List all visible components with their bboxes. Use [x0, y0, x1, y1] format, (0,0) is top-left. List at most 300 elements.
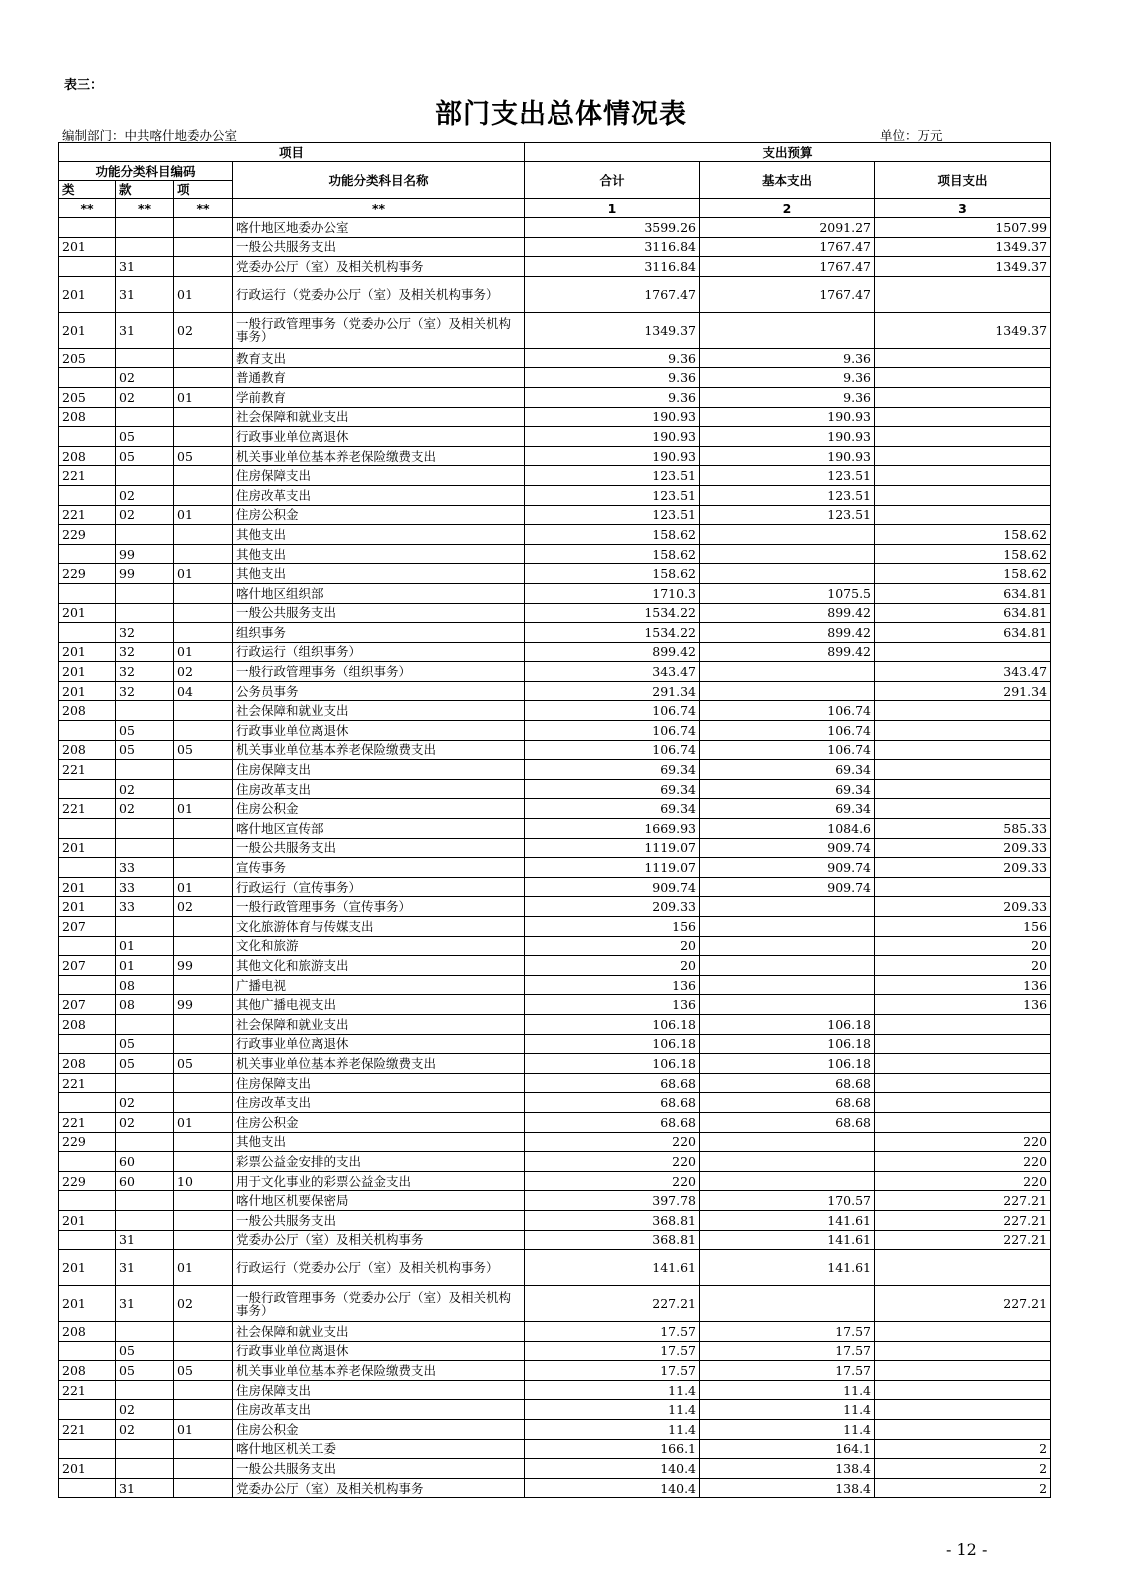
code-kuan: 05 [116, 1341, 174, 1361]
item-name: 文化和旅游 [233, 936, 525, 956]
header-budget: 支出预算 [525, 143, 1051, 162]
amount-project: 220 [875, 1132, 1051, 1152]
item-name: 社会保障和就业支出 [233, 407, 525, 427]
amount-total: 69.34 [525, 760, 700, 780]
code-kuan: 08 [116, 975, 174, 995]
item-name: 喀什地区地委办公室 [233, 218, 525, 238]
amount-basic [700, 564, 875, 584]
amount-project: 2 [875, 1478, 1051, 1498]
item-name: 党委办公厅（室）及相关机构事务 [233, 1230, 525, 1250]
amount-project [875, 877, 1051, 897]
table-row [59, 544, 1051, 564]
amount-basic: 106.18 [700, 1054, 875, 1074]
code-lei [59, 218, 116, 238]
amount-total: 227.21 [525, 1286, 700, 1322]
table-row [59, 603, 1051, 623]
code-lei: 201 [59, 312, 116, 348]
item-name: 学前教育 [233, 387, 525, 407]
code-xiang [174, 1439, 233, 1459]
amount-total: 140.4 [525, 1459, 700, 1479]
table-row [59, 564, 1051, 584]
code-kuan: 01 [116, 956, 174, 976]
amount-total: 9.36 [525, 368, 700, 388]
amount-project: 156 [875, 917, 1051, 937]
code-xiang [174, 348, 233, 368]
amount-project [875, 721, 1051, 741]
code-xiang [174, 257, 233, 277]
code-kuan: 05 [116, 446, 174, 466]
amount-basic: 11.4 [700, 1380, 875, 1400]
amount-total: 190.93 [525, 427, 700, 447]
code-kuan [116, 218, 174, 238]
amount-total: 106.74 [525, 721, 700, 741]
code-kuan: 02 [116, 387, 174, 407]
code-lei [59, 1191, 116, 1211]
item-name: 喀什地区机关工委 [233, 1439, 525, 1459]
table-row [59, 525, 1051, 545]
item-name: 住房保障支出 [233, 760, 525, 780]
table-row [59, 681, 1051, 701]
code-kuan [116, 1191, 174, 1211]
code-kuan: 31 [116, 1250, 174, 1286]
amount-basic [700, 897, 875, 917]
item-name: 其他广播电视支出 [233, 995, 525, 1015]
code-xiang: 02 [174, 662, 233, 682]
code-xiang [174, 368, 233, 388]
amount-project [875, 1112, 1051, 1132]
code-lei [59, 1230, 116, 1250]
code-kuan [116, 407, 174, 427]
table-row [59, 877, 1051, 897]
table-row [59, 446, 1051, 466]
code-xiang [174, 1380, 233, 1400]
amount-total: 166.1 [525, 1439, 700, 1459]
amount-total: 3599.26 [525, 218, 700, 238]
amount-project: 209.33 [875, 838, 1051, 858]
amount-total: 136 [525, 995, 700, 1015]
amount-project [875, 1420, 1051, 1440]
code-lei: 207 [59, 956, 116, 976]
table-body [59, 218, 1051, 1498]
code-xiang [174, 858, 233, 878]
index-number: 2 [700, 199, 875, 218]
amount-project [875, 1361, 1051, 1381]
amount-total: 158.62 [525, 564, 700, 584]
table-row [59, 1478, 1051, 1498]
amount-basic [700, 995, 875, 1015]
item-name: 一般公共服务支出 [233, 1210, 525, 1230]
amount-total: 1767.47 [525, 276, 700, 312]
amount-basic [700, 681, 875, 701]
code-xiang [174, 1132, 233, 1152]
code-kuan [116, 525, 174, 545]
item-name: 住房改革支出 [233, 485, 525, 505]
amount-total: 11.4 [525, 1400, 700, 1420]
code-kuan [116, 819, 174, 839]
table-row [59, 1230, 1051, 1250]
amount-basic: 899.42 [700, 603, 875, 623]
amount-project [875, 1034, 1051, 1054]
amount-project [875, 1380, 1051, 1400]
code-xiang [174, 583, 233, 603]
code-lei: 201 [59, 838, 116, 858]
item-name: 住房改革支出 [233, 779, 525, 799]
code-lei: 221 [59, 466, 116, 486]
table-row [59, 1034, 1051, 1054]
code-xiang [174, 603, 233, 623]
code-kuan [116, 1014, 174, 1034]
code-kuan: 31 [116, 312, 174, 348]
code-xiang: 01 [174, 642, 233, 662]
amount-total: 1534.22 [525, 603, 700, 623]
table-row [59, 956, 1051, 976]
amount-project: 2 [875, 1459, 1051, 1479]
amount-basic: 123.51 [700, 485, 875, 505]
amount-project [875, 1093, 1051, 1113]
code-kuan [116, 583, 174, 603]
amount-basic [700, 544, 875, 564]
code-kuan [116, 1073, 174, 1093]
amount-total: 190.93 [525, 446, 700, 466]
amount-total: 106.74 [525, 701, 700, 721]
amount-project [875, 1341, 1051, 1361]
amount-total: 123.51 [525, 466, 700, 486]
amount-total: 69.34 [525, 799, 700, 819]
code-kuan: 02 [116, 1400, 174, 1420]
item-name: 宣传事务 [233, 858, 525, 878]
amount-project: 158.62 [875, 525, 1051, 545]
item-name: 住房公积金 [233, 1112, 525, 1132]
code-kuan: 33 [116, 858, 174, 878]
table-row [59, 975, 1051, 995]
code-lei [59, 819, 116, 839]
amount-basic: 11.4 [700, 1420, 875, 1440]
table-row [59, 368, 1051, 388]
code-lei: 201 [59, 1210, 116, 1230]
unit-label: 单位：万元 [880, 128, 943, 143]
table-row [59, 1286, 1051, 1322]
amount-total: 123.51 [525, 485, 700, 505]
amount-basic: 909.74 [700, 858, 875, 878]
amount-basic: 9.36 [700, 348, 875, 368]
code-lei: 221 [59, 1112, 116, 1132]
item-name: 住房改革支出 [233, 1093, 525, 1113]
amount-project: 634.81 [875, 583, 1051, 603]
code-lei [59, 583, 116, 603]
item-name: 行政事业单位离退休 [233, 721, 525, 741]
table-row [59, 642, 1051, 662]
code-kuan: 05 [116, 1034, 174, 1054]
amount-basic: 138.4 [700, 1459, 875, 1479]
item-name: 行政运行（党委办公厅（室）及相关机构事务） [233, 276, 525, 312]
item-name: 其他文化和旅游支出 [233, 956, 525, 976]
code-kuan: 31 [116, 257, 174, 277]
code-lei: 221 [59, 1380, 116, 1400]
code-xiang [174, 1400, 233, 1420]
code-lei: 229 [59, 1171, 116, 1191]
code-kuan [116, 917, 174, 937]
amount-basic: 106.18 [700, 1034, 875, 1054]
table-row [59, 799, 1051, 819]
page-title: 部门支出总体情况表 [435, 99, 687, 130]
amount-project: 220 [875, 1152, 1051, 1172]
amount-project: 343.47 [875, 662, 1051, 682]
code-kuan [116, 466, 174, 486]
amount-project: 136 [875, 995, 1051, 1015]
code-lei [59, 975, 116, 995]
code-kuan [116, 237, 174, 257]
table-row [59, 1439, 1051, 1459]
item-name: 机关事业单位基本养老保险缴费支出 [233, 1054, 525, 1074]
code-xiang [174, 623, 233, 643]
item-name: 党委办公厅（室）及相关机构事务 [233, 1478, 525, 1498]
code-lei: 208 [59, 1054, 116, 1074]
amount-total: 1534.22 [525, 623, 700, 643]
item-name: 行政运行（组织事务） [233, 642, 525, 662]
table-row [59, 779, 1051, 799]
amount-project: 634.81 [875, 623, 1051, 643]
code-xiang [174, 779, 233, 799]
table-row [59, 760, 1051, 780]
amount-total: 140.4 [525, 1478, 700, 1498]
code-lei [59, 1034, 116, 1054]
amount-total: 156 [525, 917, 700, 937]
amount-basic [700, 1152, 875, 1172]
amount-project: 158.62 [875, 544, 1051, 564]
amount-project: 291.34 [875, 681, 1051, 701]
item-name: 喀什地区组织部 [233, 583, 525, 603]
code-xiang [174, 1073, 233, 1093]
code-xiang: 01 [174, 276, 233, 312]
amount-basic: 170.57 [700, 1191, 875, 1211]
amount-project: 220 [875, 1171, 1051, 1191]
code-lei: 207 [59, 995, 116, 1015]
item-name: 行政运行（宣传事务） [233, 877, 525, 897]
amount-project: 136 [875, 975, 1051, 995]
item-name: 一般公共服务支出 [233, 237, 525, 257]
code-lei [59, 1439, 116, 1459]
amount-project: 1349.37 [875, 312, 1051, 348]
amount-basic: 164.1 [700, 1439, 875, 1459]
code-xiang: 01 [174, 799, 233, 819]
amount-project: 20 [875, 936, 1051, 956]
amount-project [875, 642, 1051, 662]
amount-basic: 1075.5 [700, 583, 875, 603]
code-lei [59, 721, 116, 741]
item-name: 其他支出 [233, 544, 525, 564]
amount-basic [700, 525, 875, 545]
amount-project [875, 407, 1051, 427]
item-name: 喀什地区宣传部 [233, 819, 525, 839]
amount-total: 909.74 [525, 877, 700, 897]
table-row [59, 485, 1051, 505]
code-lei: 201 [59, 642, 116, 662]
item-name: 其他支出 [233, 564, 525, 584]
table-row [59, 1073, 1051, 1093]
table-row [59, 1322, 1051, 1342]
code-lei: 201 [59, 1250, 116, 1286]
code-lei: 229 [59, 525, 116, 545]
amount-project: 209.33 [875, 897, 1051, 917]
code-xiang [174, 701, 233, 721]
table-row [59, 1112, 1051, 1132]
amount-basic [700, 312, 875, 348]
amount-basic: 123.51 [700, 466, 875, 486]
code-kuan [116, 1459, 174, 1479]
code-lei: 207 [59, 917, 116, 937]
code-lei [59, 936, 116, 956]
amount-project: 585.33 [875, 819, 1051, 839]
code-xiang [174, 1341, 233, 1361]
code-lei: 208 [59, 1322, 116, 1342]
code-kuan: 02 [116, 368, 174, 388]
code-lei: 201 [59, 603, 116, 623]
code-kuan: 99 [116, 544, 174, 564]
amount-project [875, 466, 1051, 486]
table-row [59, 1152, 1051, 1172]
table-number: 表三： [64, 78, 104, 93]
amount-basic: 9.36 [700, 387, 875, 407]
code-xiang [174, 1191, 233, 1211]
table-row [59, 407, 1051, 427]
table-row [59, 701, 1051, 721]
code-lei [59, 485, 116, 505]
amount-basic: 909.74 [700, 838, 875, 858]
amount-basic: 68.68 [700, 1093, 875, 1113]
item-name: 用于文化事业的彩票公益金支出 [233, 1171, 525, 1191]
table-row [59, 348, 1051, 368]
amount-total: 3116.84 [525, 257, 700, 277]
code-lei [59, 858, 116, 878]
amount-basic: 123.51 [700, 505, 875, 525]
code-xiang: 02 [174, 1286, 233, 1322]
table-row [59, 897, 1051, 917]
code-kuan [116, 1380, 174, 1400]
code-kuan: 60 [116, 1152, 174, 1172]
amount-total: 190.93 [525, 407, 700, 427]
code-kuan: 02 [116, 1112, 174, 1132]
amount-project [875, 1054, 1051, 1074]
item-name: 组织事务 [233, 623, 525, 643]
amount-total: 1119.07 [525, 838, 700, 858]
code-lei: 221 [59, 1073, 116, 1093]
item-name: 住房公积金 [233, 505, 525, 525]
amount-basic: 68.68 [700, 1112, 875, 1132]
header-basic: 基本支出 [700, 162, 875, 199]
code-xiang [174, 218, 233, 238]
amount-basic [700, 1171, 875, 1191]
amount-basic: 106.74 [700, 740, 875, 760]
code-lei: 229 [59, 1132, 116, 1152]
code-lei [59, 1152, 116, 1172]
amount-total: 17.57 [525, 1341, 700, 1361]
table-row [59, 1341, 1051, 1361]
amount-total: 220 [525, 1171, 700, 1191]
code-xiang [174, 1210, 233, 1230]
code-kuan [116, 1439, 174, 1459]
code-kuan: 02 [116, 1420, 174, 1440]
item-name: 住房保障支出 [233, 1073, 525, 1093]
code-lei [59, 1400, 116, 1420]
code-kuan: 05 [116, 740, 174, 760]
code-kuan: 31 [116, 1286, 174, 1322]
table-row [59, 936, 1051, 956]
code-xiang: 05 [174, 1054, 233, 1074]
code-kuan: 08 [116, 995, 174, 1015]
code-xiang [174, 819, 233, 839]
code-xiang: 01 [174, 387, 233, 407]
amount-project [875, 799, 1051, 819]
header-kuan: 款 [116, 181, 174, 199]
code-xiang [174, 237, 233, 257]
code-xiang [174, 525, 233, 545]
code-kuan: 05 [116, 1361, 174, 1381]
code-lei: 205 [59, 387, 116, 407]
item-name: 一般行政管理事务（宣传事务） [233, 897, 525, 917]
code-kuan: 33 [116, 897, 174, 917]
amount-project: 1349.37 [875, 257, 1051, 277]
code-xiang [174, 1230, 233, 1250]
code-lei [59, 1093, 116, 1113]
table-row [59, 1361, 1051, 1381]
code-xiang [174, 466, 233, 486]
code-xiang [174, 427, 233, 447]
amount-project [875, 427, 1051, 447]
header-total: 合计 [525, 162, 700, 199]
amount-total: 11.4 [525, 1420, 700, 1440]
code-lei: 201 [59, 237, 116, 257]
code-xiang [174, 917, 233, 937]
table-row [59, 662, 1051, 682]
amount-total: 123.51 [525, 505, 700, 525]
amount-total: 11.4 [525, 1380, 700, 1400]
amount-project: 20 [875, 956, 1051, 976]
item-name: 一般公共服务支出 [233, 838, 525, 858]
amount-basic: 106.74 [700, 721, 875, 741]
amount-total: 106.18 [525, 1014, 700, 1034]
table-row [59, 427, 1051, 447]
amount-basic [700, 956, 875, 976]
table-row [59, 218, 1051, 238]
item-name: 行政事业单位离退休 [233, 1341, 525, 1361]
amount-basic: 138.4 [700, 1478, 875, 1498]
code-xiang: 01 [174, 1250, 233, 1286]
amount-total: 1349.37 [525, 312, 700, 348]
code-kuan: 32 [116, 662, 174, 682]
code-lei [59, 779, 116, 799]
code-kuan: 05 [116, 721, 174, 741]
table-row [59, 819, 1051, 839]
code-xiang [174, 485, 233, 505]
code-xiang [174, 760, 233, 780]
amount-basic: 141.61 [700, 1230, 875, 1250]
code-kuan: 05 [116, 427, 174, 447]
table-row [59, 1250, 1051, 1286]
amount-basic: 1767.47 [700, 237, 875, 257]
amount-basic [700, 1286, 875, 1322]
item-name: 机关事业单位基本养老保险缴费支出 [233, 740, 525, 760]
item-name: 住房保障支出 [233, 466, 525, 486]
amount-project [875, 1073, 1051, 1093]
header-code-group: 功能分类科目编码 [59, 162, 233, 181]
item-name: 彩票公益金安排的支出 [233, 1152, 525, 1172]
code-lei [59, 1341, 116, 1361]
code-lei [59, 544, 116, 564]
code-xiang [174, 1152, 233, 1172]
amount-total: 9.36 [525, 387, 700, 407]
amount-total: 20 [525, 956, 700, 976]
code-lei: 221 [59, 1420, 116, 1440]
